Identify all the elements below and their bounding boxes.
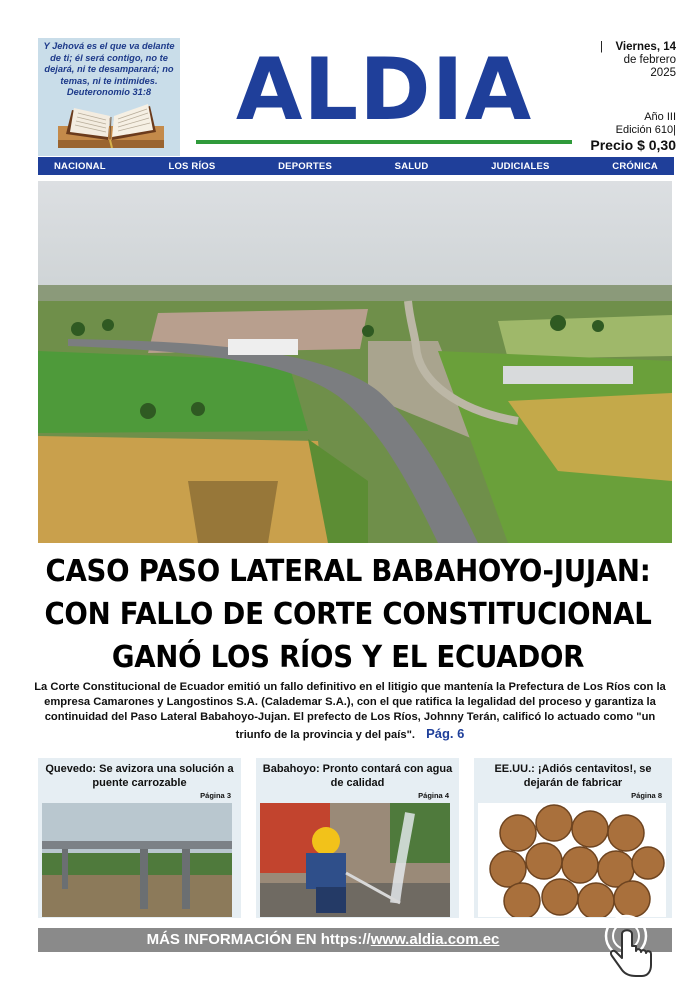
website-link[interactable]: www.aldia.com.ec: [370, 931, 500, 948]
story-title: EE.UU.: ¡Adiós centavitos!, se dejarán de fabricar: [494, 763, 652, 789]
nav-item-cronica[interactable]: CRÓNICA: [612, 160, 658, 172]
headline-line-3: GANÓ LOS RÍOS Y EL ECUADOR: [111, 640, 585, 675]
page-reference[interactable]: Pág. 6: [426, 725, 465, 741]
price-label: Precio $ 0,30: [590, 137, 676, 153]
logo-text: ALDIA: [235, 40, 533, 140]
story-card[interactable]: [474, 758, 672, 918]
verse-text: Y Jehová es el que va delante de ti; él será contigo, no te dejará, ni te desamparará; no temas, ni te intimides. Deuteronomio 31:8: [43, 41, 175, 97]
lead-text: La Corte Constitucional de Ecuador emitió un fallo definitivo en el litigio que mantenía la Prefectura de Los Ríos con la empresa Camarones y Langostinos S.A. (Calademar S.A.), con el que ratifica la legalidad del proceso y garantiza la continuidad del Paso Lateral Babahoyo-Jujan. El prefecto de Los Ríos, Johnny Terán, calificó lo actuado como "un triunfo de la provincia y del país".: [34, 681, 666, 741]
date-separator: |: [600, 41, 603, 53]
issue-date: [596, 41, 676, 80]
footer-bar[interactable]: [38, 928, 672, 952]
nav-item-judiciales[interactable]: JUDICIALES: [491, 160, 550, 172]
verse-box: [38, 38, 180, 156]
story-card[interactable]: [38, 758, 241, 918]
story-page: Página 4: [418, 791, 449, 800]
footer-text: [38, 931, 608, 948]
section-nav: [38, 157, 674, 175]
story-title: Quevedo: Se avizora una solución a puente carrozable: [45, 763, 234, 789]
nav-item-los-rios[interactable]: LOS RÍOS: [168, 160, 216, 172]
logo-underline: [196, 140, 572, 144]
story-card[interactable]: [256, 758, 459, 918]
lead-paragraph: [30, 680, 670, 743]
year-label: Año III: [644, 111, 676, 123]
pointing-hand-click-icon[interactable]: [604, 912, 656, 978]
date-year: 2025: [650, 67, 676, 79]
date-month: de febrero: [623, 54, 676, 66]
story-page: Página 3: [200, 791, 231, 800]
nav-item-salud[interactable]: SALUD: [394, 160, 429, 172]
edition-label: Edición 610|: [615, 124, 676, 136]
water-worker-photo: [260, 803, 450, 917]
bridge-photo: [42, 803, 232, 917]
main-headline[interactable]: [44, 550, 651, 679]
headline-line-1: CASO PASO LATERAL BABAHOYO-JUJAN:: [45, 554, 651, 589]
aerial-highway-photo: [38, 181, 672, 543]
newspaper-logo: [196, 42, 572, 148]
edition-info: [580, 111, 676, 137]
open-bible-icon: [58, 96, 164, 148]
nav-item-nacional[interactable]: NACIONAL: [54, 160, 106, 172]
story-page: Página 8: [631, 791, 662, 800]
pennies-photo: [478, 803, 666, 917]
nav-item-deportes[interactable]: DEPORTES: [278, 160, 332, 172]
footer-prefix: MÁS INFORMACIÓN EN https://: [146, 931, 371, 948]
date-day: Viernes, 14: [615, 41, 676, 53]
headline-line-2: CON FALLO DE CORTE CONSTITUCIONAL: [44, 597, 652, 632]
story-title: Babahoyo: Pronto contará con agua de calidad: [262, 763, 453, 789]
